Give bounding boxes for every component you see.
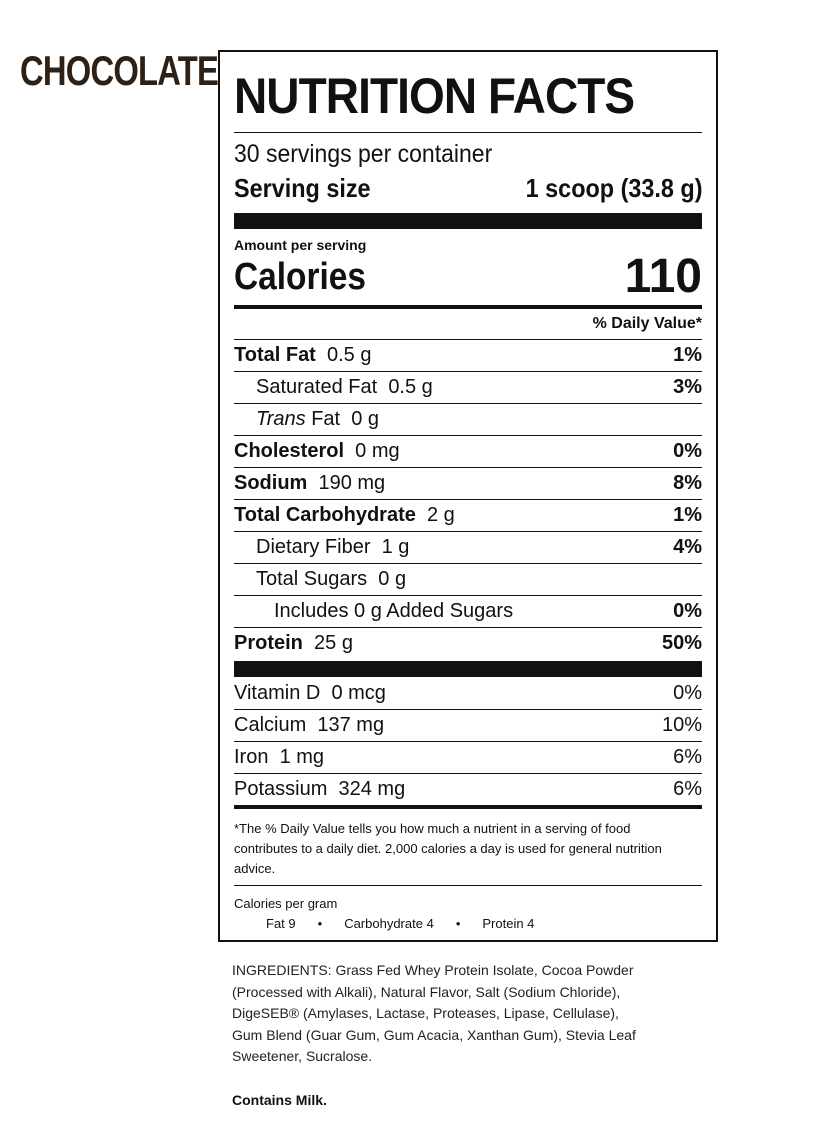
- serving-size-value: 1 scoop (33.8 g): [525, 173, 702, 203]
- bullet-icon: •: [317, 916, 323, 931]
- thick-divider: [234, 213, 702, 229]
- nutrient-amount: 0.5 g: [388, 376, 433, 398]
- panel-title: NUTRITION FACTS: [234, 68, 635, 124]
- nutrient-amount: 190 mg: [318, 472, 386, 494]
- nutrient-amount: 0 g: [378, 568, 407, 590]
- nutrient-row: [234, 563, 702, 595]
- nutrient-name: [234, 408, 379, 431]
- vitamin-daily-value: 6%: [673, 746, 702, 768]
- nutrient-name: [234, 600, 513, 623]
- ingredients-line: Gum Blend (Guar Gum, Gum Acacia, Xanthan Gum), Stevia Leaf: [232, 1026, 636, 1043]
- cpg-protein: Protein 4: [482, 916, 535, 931]
- ingredients-line: (Processed with Alkali), Natural Flavor, Salt (Sodium Chloride),: [232, 983, 621, 1000]
- allergen-statement: Contains Milk.: [232, 1092, 327, 1108]
- calories-row: [234, 250, 702, 303]
- nutrient-label: Sodium: [234, 472, 308, 494]
- vitamin-row: [234, 741, 702, 773]
- nutrient-row: [234, 371, 702, 403]
- vitamin-list: [234, 677, 702, 805]
- nutrient-name: [234, 440, 400, 463]
- bullet-icon: •: [455, 916, 461, 931]
- calories-value: 110: [624, 250, 702, 303]
- footnote-line: *The % Daily Value tells you how much a nutrient in a serving of food: [234, 821, 631, 836]
- medium-divider: [234, 805, 702, 809]
- flavor-title: CHOCOLATE: [20, 47, 219, 94]
- nutrient-row: [234, 467, 702, 499]
- vitamin-daily-value: 0%: [673, 681, 702, 704]
- vitamin-name: [234, 714, 384, 737]
- nutrient-label: Dietary Fiber: [256, 536, 371, 558]
- ingredients: [232, 960, 692, 1068]
- nutrient-daily-value: 0%: [673, 600, 702, 622]
- vitamin-amount: 324 mg: [338, 778, 406, 800]
- vitamin-label: Potassium: [234, 778, 328, 800]
- daily-value-footnote: [234, 819, 702, 885]
- vitamin-row: [234, 677, 702, 709]
- vitamin-amount: 137 mg: [317, 714, 385, 736]
- cpg-carbohydrate: Carbohydrate 4: [344, 916, 434, 931]
- vitamin-name: [234, 746, 324, 769]
- thick-divider: [234, 661, 702, 677]
- vitamin-name: [234, 682, 386, 705]
- nutrient-label: Fat: [311, 408, 341, 430]
- calories-per-gram-label: Calories per gram: [234, 896, 338, 911]
- nutrient-label-italic: Trans: [256, 408, 306, 430]
- nutrient-amount: 1 g: [381, 536, 410, 558]
- daily-value-header: % Daily Value*: [592, 315, 702, 332]
- nutrient-row: [234, 531, 702, 563]
- ingredients-line: DigeSEB® (Amylases, Lactase, Proteases, Lipase, Cellulase),: [232, 1005, 619, 1021]
- nutrient-amount: 0 mg: [355, 440, 400, 462]
- serving-size-row: [234, 171, 702, 205]
- vitamin-amount: 1 mg: [279, 746, 325, 768]
- nutrition-facts-panel: [218, 50, 718, 942]
- vitamin-name: [234, 778, 405, 801]
- nutrient-amount: 2 g: [427, 504, 455, 526]
- nutrient-row: [234, 499, 702, 531]
- nutrient-label: Saturated Fat: [256, 376, 378, 398]
- vitamin-label: Calcium: [234, 714, 307, 736]
- cpg-fat: Fat 9: [266, 916, 296, 931]
- footnote-line: contributes to a daily diet. 2,000 calories a day is used for general nutrition advice.: [234, 841, 662, 876]
- nutrient-amount: 0 g: [351, 408, 380, 430]
- nutrient-label: Protein: [234, 632, 303, 654]
- vitamin-amount: 0 mcg: [331, 681, 386, 704]
- nutrient-daily-value: 4%: [673, 536, 702, 558]
- nutrient-name: [234, 536, 409, 559]
- nutrient-label: Cholesterol: [234, 440, 345, 462]
- nutrient-name: [234, 568, 406, 591]
- ingredients-line: INGREDIENTS: Grass Fed Whey Protein Isolate, Cocoa Powder: [232, 962, 634, 978]
- nutrient-daily-value: 8%: [673, 472, 702, 494]
- vitamin-label: Iron: [234, 746, 269, 768]
- vitamin-row: [234, 773, 702, 805]
- nutrient-name: [234, 344, 371, 367]
- nutrient-amount: 0.5 g: [326, 344, 372, 366]
- amount-per-serving: Amount per serving: [234, 237, 367, 253]
- nutrient-daily-value: 50%: [661, 632, 702, 654]
- serving-size-label: Serving size: [234, 173, 371, 203]
- divider: [234, 885, 702, 886]
- vitamin-daily-value: 6%: [673, 778, 702, 800]
- vitamin-row: [234, 709, 702, 741]
- servings-per-container: 30 servings per container: [234, 140, 493, 168]
- nutrient-daily-value: 3%: [673, 376, 702, 398]
- nutrient-label: Total Carbohydrate: [234, 504, 416, 526]
- nutrient-name: [234, 632, 353, 655]
- nutrient-name: [234, 472, 385, 495]
- nutrient-row: [234, 595, 702, 627]
- calories-label: Calories: [234, 256, 366, 298]
- nutrient-label: Includes 0 g Added Sugars: [274, 600, 514, 622]
- nutrient-name: [234, 504, 455, 527]
- nutrient-name: [234, 376, 433, 399]
- nutrient-list: [234, 339, 702, 659]
- nutrient-row: [234, 627, 702, 659]
- nutrient-row: [234, 435, 702, 467]
- calories-per-gram-values: [234, 914, 702, 934]
- nutrient-daily-value: 1%: [673, 504, 702, 526]
- vitamin-label: Vitamin D: [234, 681, 321, 704]
- nutrient-daily-value: 1%: [673, 344, 702, 366]
- nutrient-label: Total Fat: [234, 344, 316, 366]
- nutrient-daily-value: 0%: [673, 440, 702, 462]
- divider: [234, 132, 702, 133]
- nutrient-label: Total Sugars: [256, 568, 368, 590]
- nutrient-row: [234, 339, 702, 371]
- nutrient-amount: 25 g: [314, 632, 353, 654]
- vitamin-daily-value: 10%: [661, 714, 702, 736]
- ingredients-line: Sweetener, Sucralose.: [232, 1048, 373, 1064]
- nutrient-row: [234, 403, 702, 435]
